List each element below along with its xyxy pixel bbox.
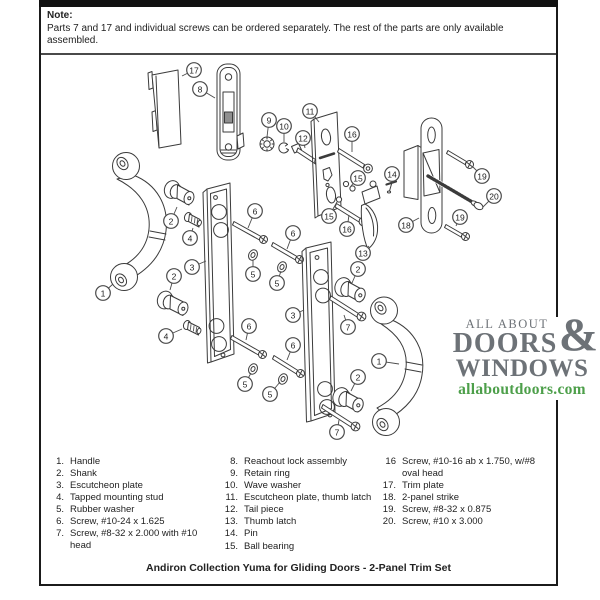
callout-5 bbox=[263, 382, 280, 401]
part-label: Wave washer bbox=[244, 480, 302, 492]
parts-list-item bbox=[220, 516, 378, 528]
callout-number: 19 bbox=[477, 171, 487, 182]
callout-number: 2 bbox=[168, 216, 174, 227]
part-6-screws bbox=[231, 222, 305, 378]
part-label: Reachout lock assembly bbox=[244, 456, 347, 467]
callout-4 bbox=[183, 228, 198, 245]
part-number: 6. bbox=[56, 516, 64, 528]
parts-list-item bbox=[48, 528, 220, 551]
parts-list-column-2 bbox=[220, 456, 378, 553]
part-3-escutcheon-plate-right bbox=[302, 242, 335, 422]
part-number: 12. bbox=[224, 504, 238, 516]
part-17-trim-plate bbox=[148, 70, 181, 148]
callout-number: 13 bbox=[358, 248, 368, 259]
part-label: Screw, #8-32 x 2.000 with #10 head bbox=[70, 528, 198, 552]
part-number: 18. bbox=[382, 491, 396, 503]
part-3-escutcheon-plate-left bbox=[203, 183, 234, 363]
product-title: Andiron Collection Yuma for Gliding Doors - 2-Panel Trim Set bbox=[146, 562, 451, 574]
callout-number: 17 bbox=[189, 65, 199, 76]
callout-number: 8 bbox=[197, 84, 203, 95]
callout-number: 4 bbox=[187, 233, 193, 244]
callout-1 bbox=[96, 284, 113, 300]
callout-number: 3 bbox=[189, 262, 195, 273]
callout-6 bbox=[286, 338, 301, 360]
company-logo bbox=[446, 309, 598, 400]
callout-number: 7 bbox=[345, 322, 351, 333]
parts-list-item bbox=[48, 468, 220, 480]
part-label: Screw, #8-32 x 0.875 bbox=[402, 503, 492, 515]
part-label: Tapped mounting stud bbox=[70, 492, 164, 504]
part-number: 13. bbox=[224, 516, 238, 528]
callout-number: 3 bbox=[290, 310, 296, 321]
callout-16 bbox=[345, 127, 360, 152]
callout-19 bbox=[473, 167, 489, 183]
callout-5 bbox=[270, 271, 285, 290]
part-18-two-panel-strike bbox=[404, 118, 442, 233]
callout-14 bbox=[385, 167, 400, 183]
callout-number: 7 bbox=[334, 427, 340, 438]
callout-number: 6 bbox=[252, 206, 258, 217]
parts-list-item bbox=[378, 504, 550, 516]
parts-list-item bbox=[378, 456, 550, 479]
callout-6 bbox=[242, 319, 257, 340]
callout-number: 18 bbox=[401, 220, 411, 231]
part-label: Pin bbox=[244, 528, 258, 540]
part-label: Escutcheon plate bbox=[70, 480, 143, 492]
part-label: Retain ring bbox=[244, 468, 290, 480]
parts-list-item bbox=[220, 456, 378, 468]
callout-number: 5 bbox=[250, 269, 256, 280]
part-8-reachout-lock-assembly bbox=[217, 64, 244, 160]
part-number: 7. bbox=[56, 528, 64, 540]
callout-number: 20 bbox=[489, 191, 499, 202]
callout-number: 15 bbox=[353, 173, 363, 184]
part-number: 16 bbox=[385, 456, 396, 467]
callout-5 bbox=[238, 373, 253, 391]
callout-7 bbox=[330, 420, 345, 439]
part-13-thumb-latch bbox=[361, 181, 380, 249]
part-label: 2-panel strike bbox=[402, 491, 460, 503]
callout-5 bbox=[246, 260, 261, 281]
logo-website-url: allaboutdoors.com bbox=[458, 381, 586, 398]
part-label: Screw, #10 x 3.000 bbox=[402, 515, 483, 527]
parts-list-item bbox=[48, 480, 220, 492]
part-label: Rubber washer bbox=[70, 504, 135, 516]
callout-number: 2 bbox=[171, 271, 177, 282]
callout-number: 12 bbox=[298, 133, 308, 144]
callout-9 bbox=[262, 113, 277, 137]
part-number: 19. bbox=[382, 503, 396, 515]
callout-13 bbox=[356, 246, 371, 261]
part-label: Ball bearing bbox=[244, 540, 295, 552]
callout-number: 5 bbox=[267, 389, 273, 400]
part-number: 9. bbox=[230, 468, 238, 480]
callout-number: 1 bbox=[376, 356, 382, 367]
callout-number: 16 bbox=[342, 224, 352, 235]
logo-line-all-about: ALL ABOUT bbox=[465, 317, 549, 331]
callout-3 bbox=[286, 308, 304, 323]
parts-list-item bbox=[48, 492, 220, 504]
part-number: 3. bbox=[56, 480, 64, 492]
parts-list-item bbox=[378, 516, 550, 528]
callout-number: 11 bbox=[305, 106, 315, 117]
parts-list-item bbox=[378, 480, 550, 492]
part-10-wave-washer bbox=[279, 143, 289, 153]
part-9-retain-ring bbox=[260, 137, 274, 151]
callout-number: 5 bbox=[274, 278, 280, 289]
parts-list-item bbox=[378, 492, 550, 504]
part-label: Escutcheon plate, thumb latch bbox=[244, 492, 372, 504]
part-number: 5. bbox=[56, 504, 64, 516]
callout-number: 19 bbox=[455, 212, 465, 223]
part-label: Handle bbox=[70, 456, 101, 467]
note-label: Note: bbox=[47, 10, 73, 21]
callout-2 bbox=[351, 262, 366, 283]
callout-15 bbox=[351, 171, 366, 186]
part-2-shanks-right bbox=[330, 275, 366, 413]
part-number: 17. bbox=[382, 479, 396, 491]
parts-list-item bbox=[48, 516, 220, 528]
parts-list-item bbox=[220, 528, 378, 540]
callout-number: 16 bbox=[347, 129, 357, 140]
callout-number: 1 bbox=[100, 288, 106, 299]
part-number: 8. bbox=[230, 456, 238, 467]
callout-number: 6 bbox=[290, 228, 296, 239]
part-number: 15. bbox=[224, 540, 238, 552]
callout-7 bbox=[341, 315, 356, 334]
callout-1 bbox=[372, 354, 399, 369]
callout-number: 15 bbox=[324, 211, 334, 222]
callout-8 bbox=[193, 82, 215, 98]
callout-2 bbox=[167, 269, 182, 290]
parts-list-item bbox=[48, 456, 220, 468]
callout-number: 10 bbox=[279, 121, 289, 132]
callout-2 bbox=[351, 370, 366, 391]
note-text: Parts 7 and 17 and individual screws can be ordered separately. The rest of the parts are only available assembled. bbox=[47, 22, 504, 46]
parts-list-item bbox=[220, 480, 378, 492]
parts-list-item bbox=[220, 541, 378, 553]
parts-list-column-1 bbox=[48, 456, 220, 553]
callout-18 bbox=[399, 218, 419, 233]
callout-6 bbox=[248, 204, 263, 228]
logo-line-windows: WINDOWS bbox=[455, 355, 589, 382]
logo-line-doors: DOORS bbox=[452, 328, 558, 359]
callout-3 bbox=[185, 260, 206, 275]
callout-number: 9 bbox=[266, 115, 272, 126]
callout-number: 6 bbox=[290, 340, 296, 351]
part-label: Screw, #10-24 x 1.625 bbox=[70, 516, 165, 528]
parts-list bbox=[48, 456, 553, 553]
part-number: 20. bbox=[382, 515, 396, 527]
parts-list-item bbox=[48, 504, 220, 516]
callout-4 bbox=[159, 329, 182, 344]
callout-19 bbox=[453, 210, 468, 226]
part-14-pin bbox=[387, 182, 397, 194]
part-number: 14. bbox=[224, 528, 238, 540]
callout-11 bbox=[303, 104, 319, 122]
note-box bbox=[41, 7, 556, 55]
parts-list-item bbox=[220, 504, 378, 516]
parts-list-item bbox=[220, 492, 378, 504]
part-number: 11. bbox=[225, 492, 238, 504]
part-label: Trim plate bbox=[402, 479, 444, 491]
part-number: 10. bbox=[224, 480, 238, 492]
part-number: 4. bbox=[56, 492, 64, 504]
callout-number: 2 bbox=[355, 264, 361, 275]
callout-2 bbox=[164, 207, 179, 228]
callout-number: 14 bbox=[387, 169, 397, 180]
callout-number: 4 bbox=[163, 331, 169, 342]
part-number: 1. bbox=[56, 456, 64, 467]
callout-number: 5 bbox=[242, 379, 248, 390]
callout-number: 2 bbox=[355, 372, 361, 383]
callout-17 bbox=[182, 63, 201, 78]
callout-6 bbox=[286, 226, 301, 249]
part-label: Shank bbox=[70, 468, 97, 480]
part-number: 2. bbox=[56, 468, 64, 480]
parts-list-column-3 bbox=[378, 456, 550, 553]
callout-number: 6 bbox=[246, 321, 252, 332]
callout-20 bbox=[483, 189, 501, 207]
part-1-handle-left bbox=[111, 153, 167, 291]
part-label: Tail piece bbox=[244, 504, 284, 516]
callout-10 bbox=[277, 119, 292, 142]
part-label: Screw, #10-16 ab x 1.750, w/#8 oval head bbox=[402, 456, 536, 479]
logo-ampersand: & bbox=[558, 309, 598, 361]
top-border-bar bbox=[39, 0, 558, 7]
part-label: Thumb latch bbox=[244, 516, 297, 528]
parts-list-item bbox=[220, 468, 378, 480]
